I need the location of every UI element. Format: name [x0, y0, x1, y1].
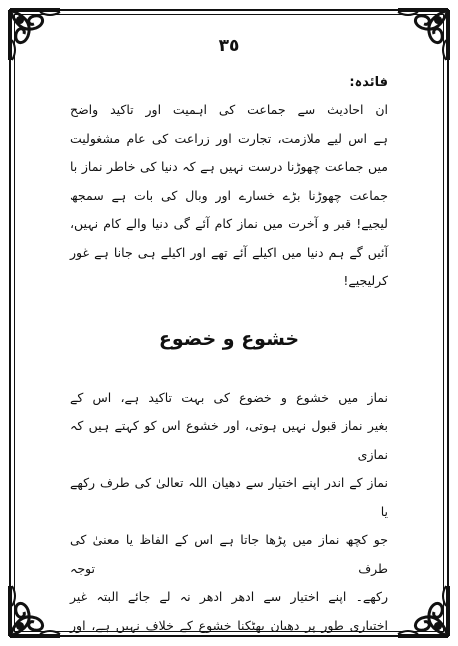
text-line: نماز میں خشوع و خضوع کی بہت تاکید ہے، اس کے [70, 389, 388, 405]
text-line: رکھے۔ اپنے اختیار سے ادھر ادھر نہ لے جائے البتہ غیر [70, 589, 388, 604]
corner-ornament-bottom-right-icon [394, 582, 452, 640]
page-number: ٣٥ [218, 36, 240, 56]
section-heading: خشوع و خضوع [158, 327, 300, 350]
text-line: آئیں گے ہم دنیا میں اکیلے آئے تھے اور اکیلے ہی جانا ہے غور [70, 244, 388, 260]
text-line: جو کچھ نماز میں پڑھا جاتا ہے اس کے الفاظ یا معنیٰ کی طرف توجہ [70, 532, 388, 576]
text-line: جماعت چھوڑنا بڑے خسارے اور وبال کی بات ہے سمجھ [70, 187, 388, 203]
text-line: ہے اس لیے ملازمت، تجارت اور زراعت کی عام مشغولیت [70, 130, 388, 146]
corner-ornament-bottom-left-icon [6, 582, 64, 640]
text-line: بغیر نماز قبول نہیں ہوتی، اور خشوع اس کو کہتے ہیں کہ نمازی [70, 418, 388, 462]
section-label: فائدہ: [349, 75, 388, 90]
text-line: میں جماعت چھوڑنا درست نہیں ہے کہ دنیا کی خاطر نماز با [70, 159, 388, 174]
text-line: اختیاری طور پر دھیان بھٹکنا خشوع کے خلاف نہیں ہے، اور [70, 617, 388, 633]
paragraph-1 [70, 96, 388, 296]
text-line: لیجیے! قبر و آخرت میں نماز کام آئے گی دنیا والے کام نہیں، [70, 216, 388, 231]
text-line: کرلیجیے! [343, 273, 388, 288]
paragraph-2 [70, 384, 388, 641]
text-line: ان احادیث سے جماعت کی اہمیت اور تاکید واضح [70, 102, 388, 117]
text-line: نماز کے اندر اپنے اختیار سے دھیان اللہ تعالیٰ کی طرف رکھے یا [70, 475, 388, 519]
page-content [70, 70, 388, 640]
